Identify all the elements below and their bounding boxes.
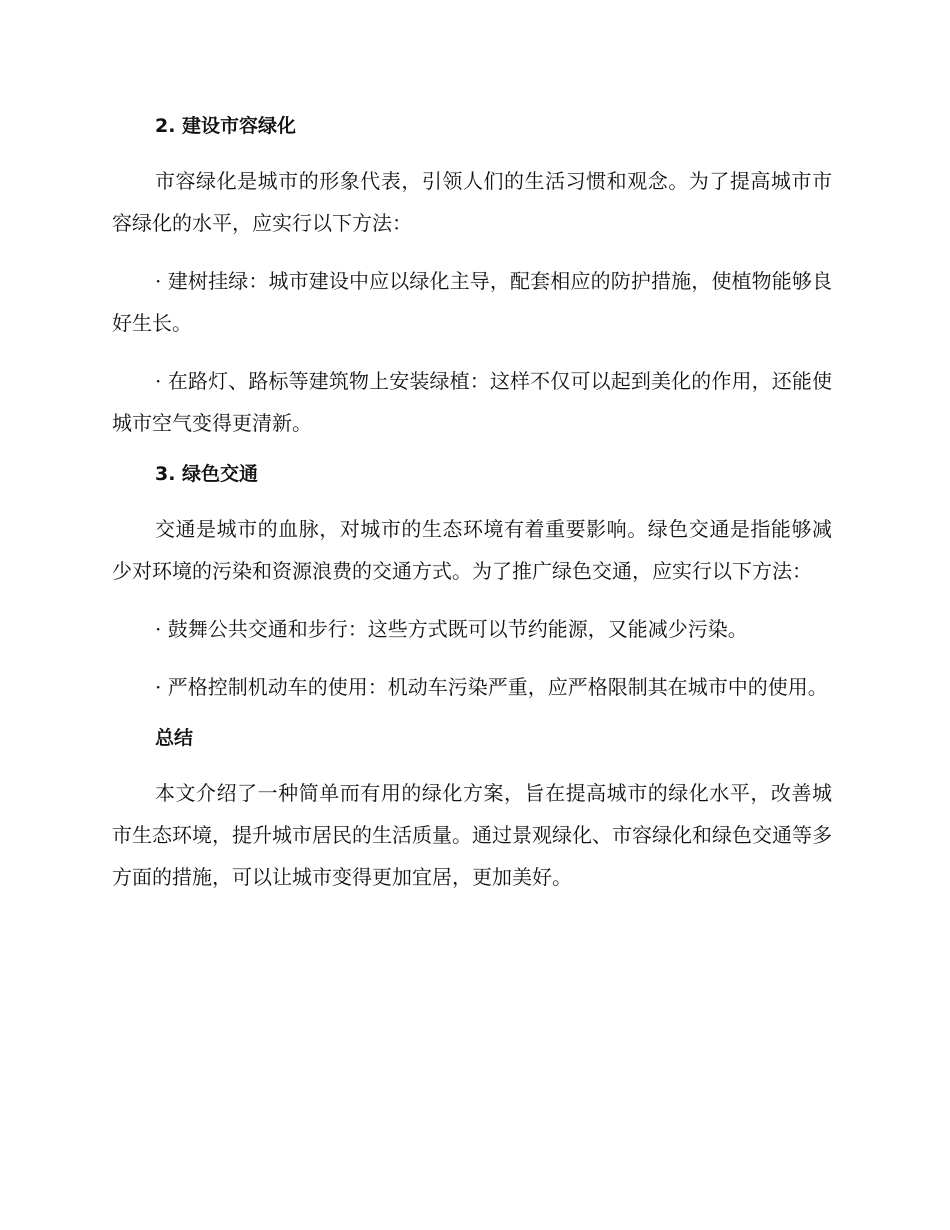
section-heading-3: 3. 绿色交通 (155, 463, 259, 485)
paragraph-intro-greening: 市容绿化是城市的形象代表，引领人们的生活习惯和观念。为了提高城市市容绿化的水平，应实行以下方法： (112, 169, 832, 235)
document-page (112, 112, 832, 914)
bullet-vehicle-control: · 严格控制机动车的使用：机动车污染严重，应严格限制其在城市中的使用。 (155, 675, 828, 699)
bullet-tree-planting: · 建树挂绿：城市建设中应以绿化主导，配套相应的防护措施，使植物能够良好生长。 (112, 269, 832, 335)
paragraph-intro-transport: 交通是城市的血脉，对城市的生态环境有着重要影响。绿色交通是指能够减少对环境的污染和资源浪费的交通方式。为了推广绿色交通，应实行以下方法： (112, 517, 832, 583)
paragraph-summary: 本文介绍了一种简单而有用的绿化方案，旨在提高城市的绿化水平，改善城市生态环境，提升城市居民的生活质量。通过景观绿化、市容绿化和绿色交通等多方面的措施，可以让城市变得更加宜居，更加美好。 (112, 781, 832, 889)
section-heading-2: 2. 建设市容绿化 (155, 115, 297, 137)
bullet-public-transport: · 鼓舞公共交通和步行：这些方式既可以节约能源，又能减少污染。 (155, 617, 748, 641)
section-heading-summary: 总结 (155, 727, 194, 749)
bullet-streetlight-plants: · 在路灯、路标等建筑物上安装绿植：这样不仅可以起到美化的作用，还能使城市空气变得更清新。 (112, 369, 832, 435)
